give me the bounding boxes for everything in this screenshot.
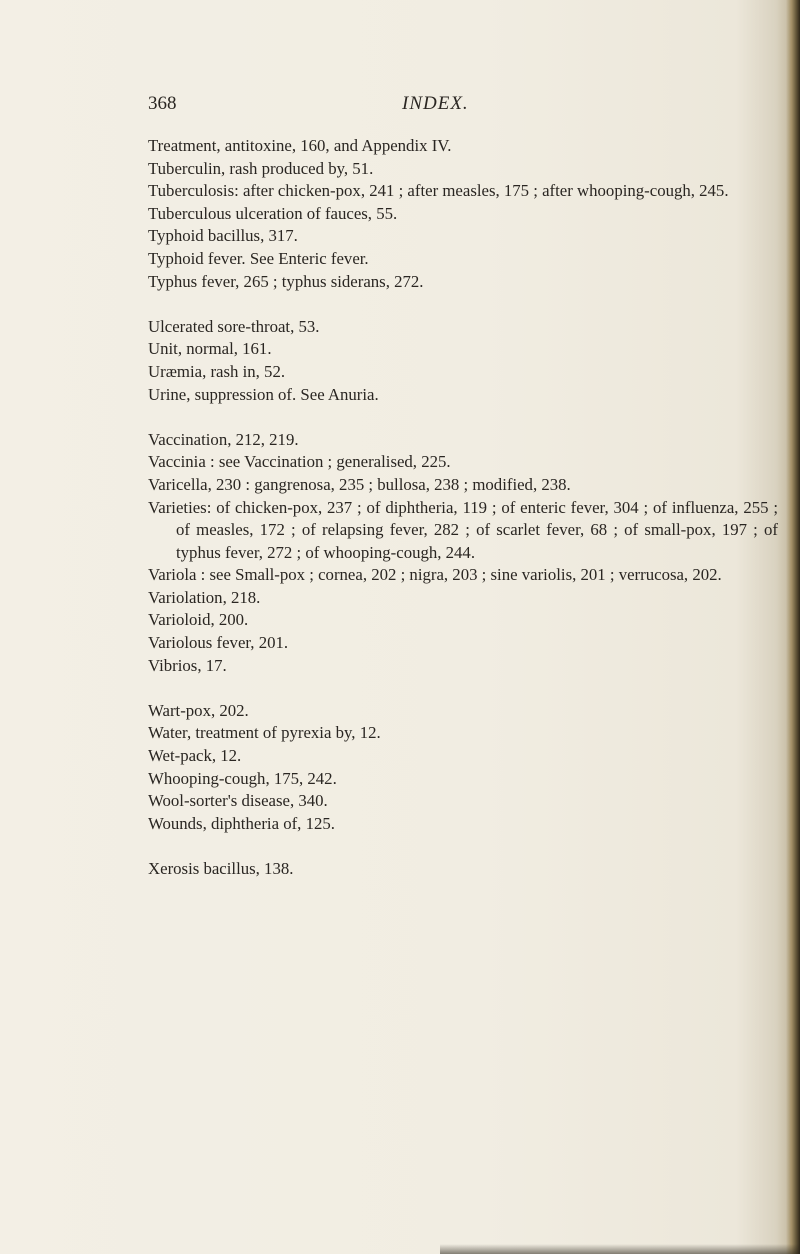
index-entry: Whooping-cough, 175, 242. [148,768,337,788]
section-gap [148,835,778,858]
running-head: INDEX. [402,93,469,114]
page-number: 368 [148,93,177,114]
page-edge-shadow [786,0,800,1254]
index-entry: Varioloid, 200. [148,610,249,630]
index-entry: Typhus fever, 265 ; typhus siderans, 272. [148,271,424,291]
index-entry: Tuberculosis: after chicken-pox, 241 ; after measles, 175 ; after whooping-cough, 245. [148,181,729,201]
index-entry: Tuberculous ulceration of fauces, 55. [148,203,398,223]
index-section-x [148,858,778,881]
section-gap [148,406,778,429]
index-entry: Variolation, 218. [148,587,261,607]
index-entry: Variola : see Small-pox ; cornea, 202 ; nigra, 203 ; sine variolis, 201 ; verrucosa, 202. [148,565,722,585]
index-entry: Urine, suppression of. See Anuria. [148,384,379,404]
index-entry: Ulcerated sore-throat, 53. [148,316,320,336]
index-entry: Wool-sorter's disease, 340. [148,791,328,811]
page-header [148,93,748,119]
index-entry: Variolous fever, 201. [148,633,289,653]
index-entry: Water, treatment of pyrexia by, 12. [148,723,381,743]
section-gap [148,293,778,316]
index-entry: Vibrios, 17. [148,655,227,675]
index-entry: Treatment, antitoxine, 160, and Appendix IV. [148,136,452,155]
index-entries [148,135,778,881]
index-entry: Wet-pack, 12. [148,746,242,766]
index-section-u [148,316,778,406]
index-section-w [148,700,778,836]
index-entry: Xerosis bacillus, 138. [148,859,294,878]
index-entry: Typhoid bacillus, 317. [148,226,298,246]
bottom-edge-shadow [440,1244,800,1254]
index-entry: Vaccinia : see Vaccination ; generalised, 225. [148,452,451,472]
index-entry: Unit, normal, 161. [148,339,272,359]
index-entry: Varieties: of chicken-pox, 237 ; of diphtheria, 119 ; of enteric fever, 304 ; of influenza, 255 ; of measles, 172 ; of relapsing fever, 282 ; of scarlet fever, 68 ; of small-pox, 197 ; of typhus fever, 272 ; of whooping-cough, 244. [148,497,778,562]
index-entry: Wounds, diphtheria of, 125. [148,813,335,833]
index-entry: Uræmia, rash in, 52. [148,361,286,381]
index-entry: Vaccination, 212, 219. [148,429,299,449]
index-entry: Typhoid fever. See Enteric fever. [148,248,369,268]
index-section-v [148,429,778,678]
index-entry: Wart-pox, 202. [148,700,249,720]
index-section-t [148,135,778,293]
section-gap [148,677,778,700]
index-entry: Tuberculin, rash produced by, 51. [148,158,374,178]
index-entry: Varicella, 230 : gangrenosa, 235 ; bullosa, 238 ; modified, 238. [148,474,571,494]
